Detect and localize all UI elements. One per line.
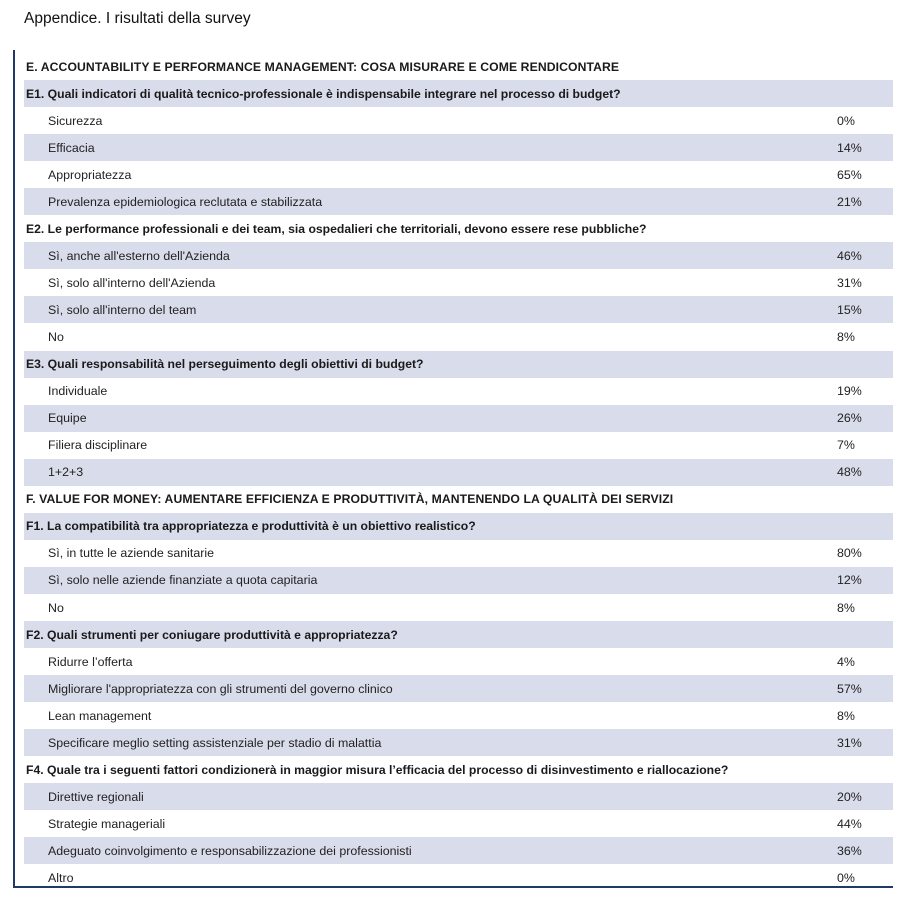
percentage-value: 20% (837, 789, 862, 804)
question-row (24, 621, 893, 648)
answer-row (24, 432, 893, 459)
question-row (24, 351, 893, 378)
answer-row (24, 378, 893, 405)
percentage-value: 80% (837, 546, 862, 561)
answer-row (24, 729, 893, 756)
answer-label: Lean management (48, 708, 152, 723)
section-title: F. VALUE FOR MONEY: AUMENTARE EFFICIENZA E PRODUTTIVITÀ, MANTENENDO LA QUALITÀ DEI SERVIZI (26, 492, 674, 507)
answer-label: Migliorare l'appropriatezza con gli strumenti del governo clinico (48, 681, 393, 696)
answer-row (24, 161, 893, 188)
page-title: Appendice. I risultati della survey (24, 10, 251, 27)
answer-label: Specificare meglio setting assistenziale per stadio di malattia (48, 735, 382, 750)
question-row (24, 756, 893, 783)
answer-label: Strategie manageriali (48, 816, 166, 831)
answer-row (24, 865, 893, 892)
answer-label: Altro (48, 871, 74, 885)
answer-label: Sì, in tutte le aziende sanitarie (48, 546, 214, 561)
percentage-value: 48% (837, 465, 862, 480)
percentage-value: 31% (837, 275, 862, 290)
percentage-value: 8% (837, 600, 855, 615)
answer-row (24, 567, 893, 594)
answer-row (24, 324, 893, 351)
percentage-value: 31% (837, 735, 862, 750)
question-text: F1. La compatibilità tra appropriatezza e produttività è un obiettivo realistico? (26, 519, 476, 534)
percentage-value: 19% (837, 384, 862, 399)
answer-label: 1+2+3 (48, 465, 84, 480)
answer-label: No (48, 600, 64, 615)
answer-row (24, 296, 893, 323)
section-heading (24, 53, 893, 80)
question-row (24, 215, 893, 242)
percentage-value: 0% (837, 113, 855, 128)
question-row (24, 80, 893, 107)
answer-label: Appropriatezza (48, 167, 132, 182)
answer-label: Filiera disciplinare (48, 438, 148, 453)
percentage-value: 65% (837, 167, 862, 182)
answer-row (24, 810, 893, 837)
answer-label: Equipe (48, 411, 87, 426)
percentage-value: 4% (837, 654, 855, 669)
section-heading (24, 486, 893, 513)
percentage-value: 0% (837, 871, 855, 885)
answer-label: Sì, solo nelle aziende finanziate a quota capitaria (48, 573, 318, 588)
question-text: E2. Le performance professionali e dei team, sia ospedalieri che territoriali, devono essere rese pubbliche? (26, 221, 647, 236)
percentage-value: 26% (837, 411, 862, 426)
answer-row (24, 269, 893, 296)
percentage-value: 12% (837, 573, 862, 588)
question-text: F4. Quale tra i seguenti fattori condizionerà in maggior misura l’efficacia del processo di disinvestimento e riallocazione? (26, 762, 729, 777)
percentage-value: 36% (837, 843, 862, 858)
percentage-value: 8% (837, 330, 855, 344)
answer-row (24, 405, 893, 432)
answer-row (24, 702, 893, 729)
percentage-value: 57% (837, 681, 862, 696)
answer-row (24, 594, 893, 621)
percentage-value: 44% (837, 816, 862, 831)
survey-table (13, 50, 893, 888)
answer-row (24, 242, 893, 269)
percentage-value: 46% (837, 248, 862, 263)
answer-row (24, 134, 893, 161)
section-title: E. ACCOUNTABILITY E PERFORMANCE MANAGEMENT: COSA MISURARE E COME RENDICONTARE (26, 59, 620, 74)
answer-row (24, 675, 893, 702)
answer-label: Sì, solo all'interno del team (48, 302, 197, 317)
question-text: E1. Quali indicatori di qualità tecnico-professionale è indispensabile integrare nel processo di budget? (26, 86, 621, 101)
answer-label: Adeguato coinvolgimento e responsabilizzazione dei professionisti (48, 843, 412, 858)
answer-row (24, 107, 893, 134)
answer-label: Direttive regionali (48, 789, 144, 804)
answer-label: Ridurre l’offerta (48, 654, 133, 669)
answer-label: No (48, 330, 64, 344)
answer-row (24, 459, 893, 486)
answer-row (24, 188, 893, 215)
question-row (24, 513, 893, 540)
answer-label: Sicurezza (48, 113, 103, 128)
answer-label: Sì, anche all'esterno dell'Azienda (48, 248, 230, 263)
answer-label: Individuale (48, 384, 108, 399)
percentage-value: 8% (837, 708, 855, 723)
percentage-value: 14% (837, 140, 862, 155)
answer-row (24, 540, 893, 567)
answer-row (24, 648, 893, 675)
answer-row (24, 837, 893, 864)
answer-label: Efficacia (48, 140, 95, 155)
answer-row (24, 783, 893, 810)
percentage-value: 15% (837, 302, 862, 317)
answer-label: Prevalenza epidemiologica reclutata e stabilizzata (48, 194, 323, 209)
question-text: E3. Quali responsabilità nel perseguimento degli obiettivi di budget? (26, 357, 424, 372)
percentage-value: 21% (837, 194, 862, 209)
answer-label: Sì, solo all'interno dell'Azienda (48, 275, 216, 290)
percentage-value: 7% (837, 438, 855, 453)
question-text: F2. Quali strumenti per coniugare produttività e appropriatezza? (26, 627, 398, 642)
